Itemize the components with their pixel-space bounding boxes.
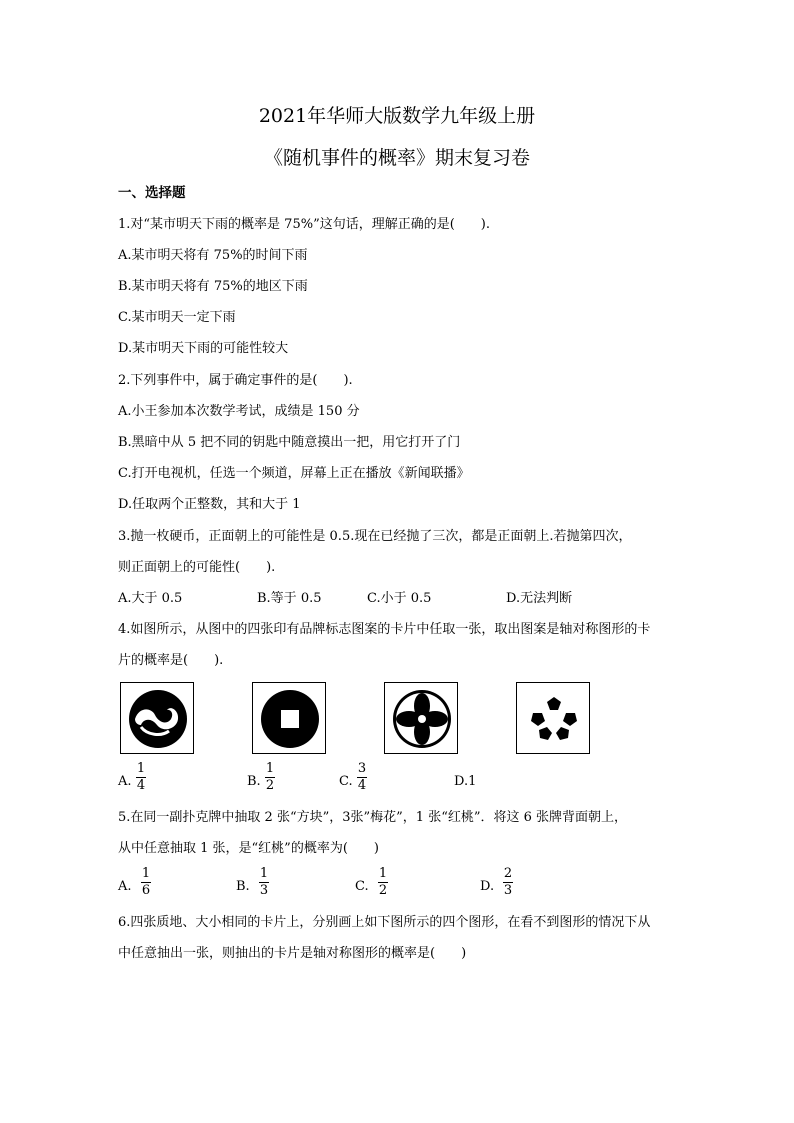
- q2-option-b: B.黑暗中从 5 把不同的钥匙中随意摸出一把，用它打开了门: [118, 435, 461, 450]
- q6-stem-line2: 中任意抽出一张，则抽出的卡片是轴对称图形的概率是( ): [118, 946, 467, 961]
- pentagon-ring-icon: [517, 683, 591, 755]
- yin-yang-wave-icon: [121, 683, 195, 755]
- q3-option-d: D.无法判断: [506, 591, 573, 606]
- q5-option-d-fraction: [503, 867, 513, 898]
- numerator: 3: [357, 761, 367, 776]
- q5-option-d-label: D.: [480, 879, 495, 894]
- denominator: 4: [357, 778, 367, 793]
- q1-option-c: C.某市明天一定下雨: [118, 310, 236, 325]
- q4-option-b-fraction: [265, 762, 275, 793]
- q3-option-c: C.小于 0.5: [367, 591, 432, 606]
- q5-option-a-fraction: [141, 867, 151, 898]
- q4-option-b-label: B.: [247, 774, 261, 789]
- q3-option-b: B.等于 0.5: [257, 591, 322, 606]
- card-yin-yang-wave: [120, 682, 194, 754]
- numerator: 1: [259, 866, 269, 881]
- numerator: 1: [141, 866, 151, 881]
- numerator: 1: [378, 866, 388, 881]
- q4-option-a-label: A.: [118, 774, 132, 789]
- q1-stem: 1.对“某市明天下雨的概率是 75%”这句话，理解正确的是( ).: [118, 217, 490, 232]
- q1-option-d: D.某市明天下雨的可能性较大: [118, 341, 289, 356]
- q4-option-a-fraction: [136, 762, 146, 793]
- page-subtitle: 《随机事件的概率》期末复习卷: [263, 147, 530, 169]
- q3-stem-line1: 3.抛一枚硬币，正面朝上的可能性是 0.5.现在已经抛了三次，都是正面朝上.若抛第四次，: [118, 529, 632, 544]
- q3-option-a: A.大于 0.5: [118, 591, 183, 606]
- q4-stem-line2: 片的概率是( ).: [118, 653, 224, 668]
- q4-option-c-label: C.: [339, 774, 353, 789]
- q5-option-b-fraction: [259, 867, 269, 898]
- circle-square-icon: [253, 683, 327, 755]
- q3-stem-line2: 则正面朝上的可能性( ).: [118, 560, 276, 575]
- card-four-petal: [384, 682, 458, 754]
- denominator: 3: [503, 883, 513, 898]
- q4-stem-line1: 4.如图所示，从图中的四张印有品牌标志图案的卡片中任取一张，取出图案是轴对称图形的卡: [118, 622, 651, 637]
- denominator: 2: [265, 778, 275, 793]
- q2-option-a: A.小王参加本次数学考试，成绩是 150 分: [118, 404, 360, 419]
- q6-stem-line1: 6.四张质地、大小相同的卡片上，分别画上如下图所示的四个图形，在看不到图形的情况下从: [118, 915, 651, 930]
- page-title: 2021年华师大版数学九年级上册: [258, 105, 536, 127]
- numerator: 2: [503, 866, 513, 881]
- denominator: 3: [259, 883, 269, 898]
- numerator: 1: [265, 761, 275, 776]
- q2-stem: 2.下列事件中，属于确定事件的是( ).: [118, 373, 353, 388]
- q2-option-c: C.打开电视机，任选一个频道，屏幕上正在播放《新闻联播》: [118, 466, 470, 481]
- q4-option-c-fraction: [357, 762, 367, 793]
- denominator: 2: [378, 883, 388, 898]
- four-petal-icon: [385, 683, 459, 755]
- denominator: 6: [141, 883, 151, 898]
- q5-stem-line2: 从中任意抽取 1 张，是“红桃”的概率为( ): [118, 841, 379, 856]
- q5-stem-line1: 5.在同一副扑克牌中抽取 2 张“方块”，3张”梅花”，1 张“红桃”．将这 6 张牌背面朝上，: [118, 810, 628, 825]
- denominator: 4: [136, 778, 146, 793]
- numerator: 1: [136, 761, 146, 776]
- q5-option-c-fraction: [378, 867, 388, 898]
- card-circle-square: [252, 682, 326, 754]
- section-heading: 一、选择题: [118, 185, 186, 201]
- q1-option-b: B.某市明天将有 75%的地区下雨: [118, 279, 308, 294]
- q1-option-a: A.某市明天将有 75%的时间下雨: [118, 248, 308, 263]
- q5-option-c-label: C.: [355, 879, 369, 894]
- q5-option-b-label: B.: [236, 879, 250, 894]
- q2-option-d: D.任取两个正整数，其和大于 1: [118, 497, 301, 512]
- card-pentagon-ring: [516, 682, 590, 754]
- q5-option-a-label: A.: [118, 879, 132, 894]
- q4-option-d: D.1: [454, 774, 477, 789]
